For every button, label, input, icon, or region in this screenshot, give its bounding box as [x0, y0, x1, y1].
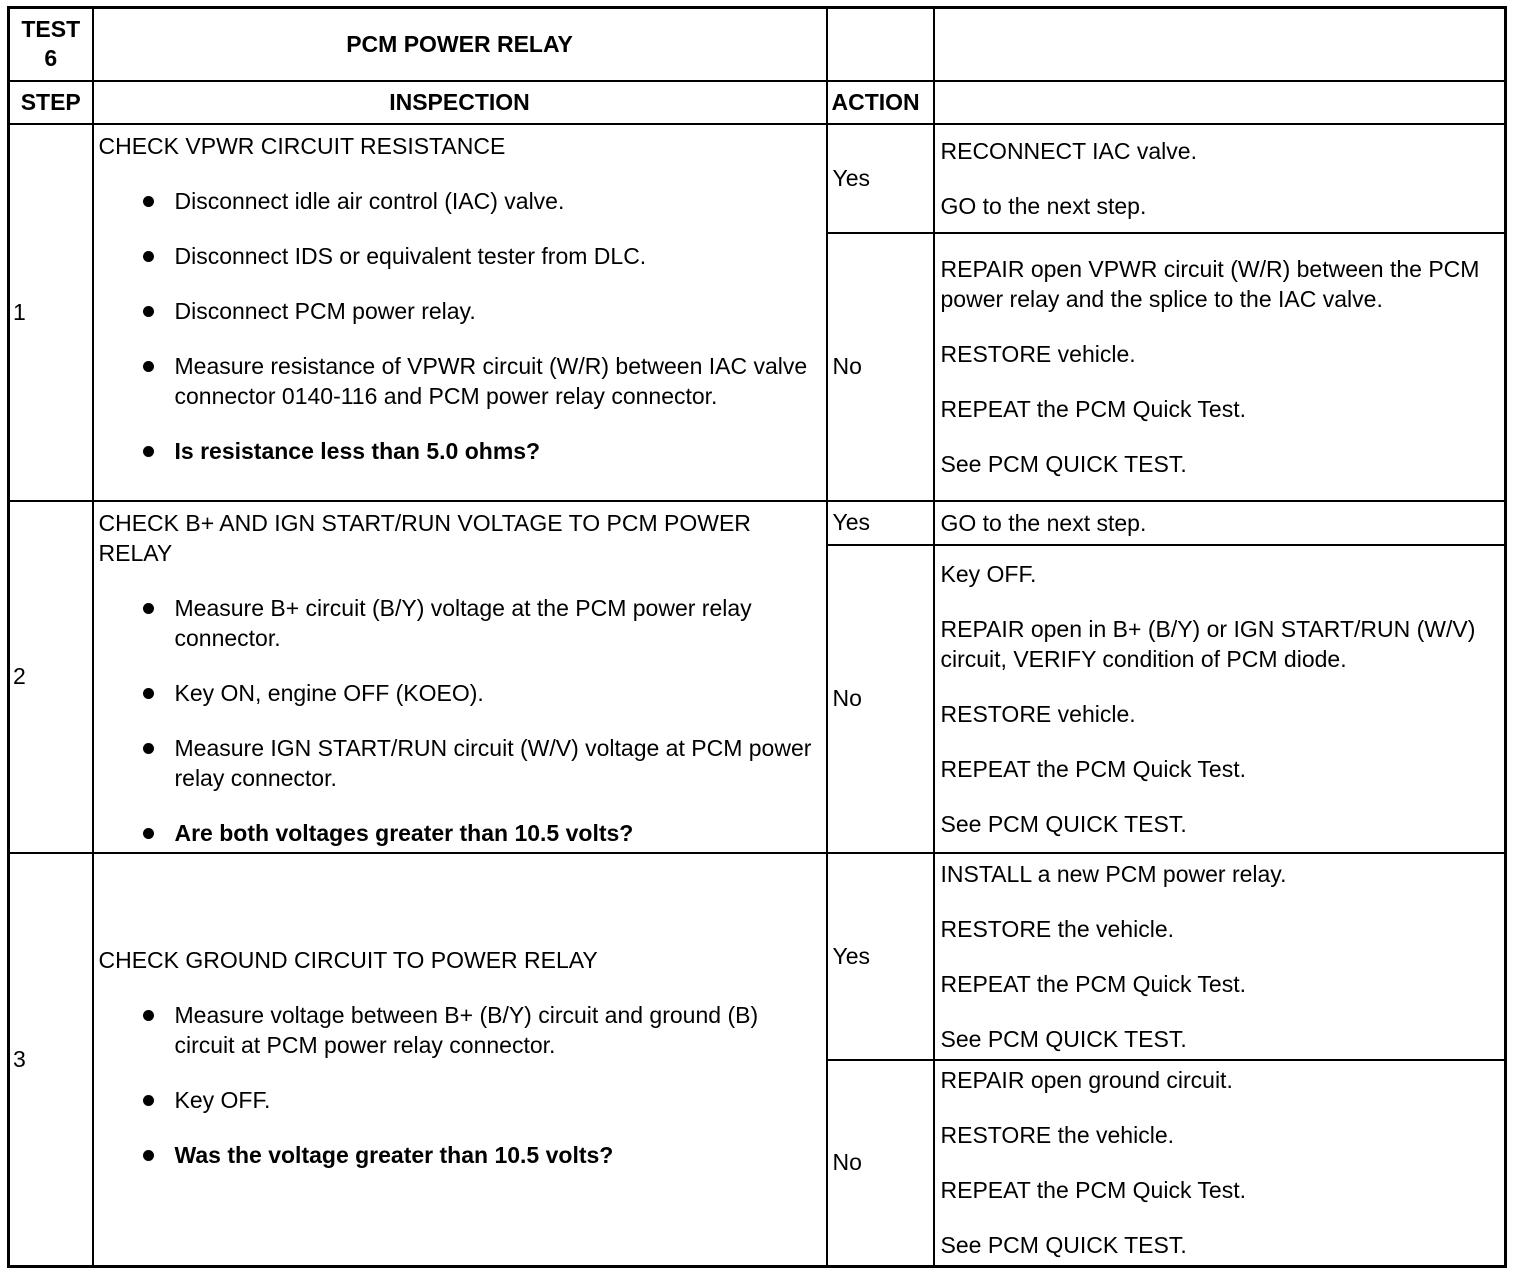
inspection-cell — [93, 853, 827, 1267]
inspection-title: CHECK B+ AND IGN START/RUN VOLTAGE TO PCM POWER RELAY — [98, 509, 751, 566]
action-line: Key OFF. — [940, 560, 1037, 587]
action-line: REPEAT the PCM Quick Test. — [940, 970, 1246, 997]
inspection-bullet: Disconnect idle air control (IAC) valve. — [99, 186, 818, 216]
test-number: 6 — [44, 45, 58, 72]
action-line: GO to the next step. — [940, 192, 1147, 219]
inspection-question: Is resistance less than 5.0 ohms? — [99, 436, 818, 466]
test-label: TEST — [21, 16, 81, 43]
column-header-inspection: INSPECTION — [93, 81, 827, 124]
diagnostic-test-table — [7, 6, 1507, 1268]
step-row — [9, 501, 1506, 545]
inspection-title: CHECK GROUND CIRCUIT TO POWER RELAY — [98, 946, 598, 973]
action-line: GO to the next step. — [940, 509, 1147, 536]
action-line: REPEAT the PCM Quick Test. — [940, 1177, 1246, 1204]
inspection-bullet: Key OFF. — [99, 1085, 818, 1115]
title-row-blank-cell — [827, 8, 934, 81]
action-line: RESTORE vehicle. — [940, 341, 1136, 367]
inspection-question: Was the voltage greater than 10.5 volts? — [99, 1140, 818, 1170]
step-number: 3 — [9, 853, 93, 1267]
action-line: RECONNECT IAC valve. — [940, 137, 1197, 164]
inspection-bullet: Measure B+ circuit (B/Y) voltage at the PCM power relay connector. — [99, 593, 818, 653]
answer-no: No — [827, 545, 934, 853]
answer-yes: Yes — [827, 853, 934, 1060]
yes-actions — [934, 853, 1506, 1060]
action-line: REPEAT the PCM Quick Test. — [940, 755, 1246, 782]
inspection-bullet: Disconnect IDS or equivalent tester from DLC. — [99, 241, 818, 271]
answer-yes: Yes — [827, 501, 934, 545]
action-line: See PCM QUICK TEST. — [940, 451, 1187, 477]
test-number-cell — [9, 8, 93, 81]
yes-actions — [934, 124, 1506, 233]
title-row — [9, 8, 1506, 81]
no-actions — [934, 1060, 1506, 1267]
inspection-bullet: Disconnect PCM power relay. — [99, 296, 818, 326]
inspection-bullet: Key ON, engine OFF (KOEO). — [99, 678, 818, 708]
action-line: REPAIR open ground circuit. — [940, 1067, 1233, 1094]
inspection-bullets — [99, 1000, 818, 1170]
step-row — [9, 853, 1506, 1060]
inspection-question: Are both voltages greater than 10.5 volts? — [99, 818, 818, 848]
answer-no: No — [827, 233, 934, 501]
action-line: See PCM QUICK TEST. — [940, 1025, 1187, 1052]
test-title: PCM POWER RELAY — [93, 8, 827, 81]
answer-yes: Yes — [827, 124, 934, 233]
action-line: See PCM QUICK TEST. — [940, 810, 1187, 837]
inspection-bullet: Measure voltage between B+ (B/Y) circuit and ground (B) circuit at PCM power relay connector. — [99, 1000, 818, 1060]
no-actions — [934, 545, 1506, 853]
action-line: RESTORE the vehicle. — [940, 915, 1175, 942]
column-header-row — [9, 81, 1506, 124]
action-line: REPAIR open in B+ (B/Y) or IGN START/RUN (W/V) circuit, VERIFY condition of PCM diode. — [940, 615, 1476, 672]
step-row — [9, 124, 1506, 233]
step-number: 2 — [9, 501, 93, 853]
column-header-blank — [934, 81, 1506, 124]
no-actions — [934, 233, 1506, 501]
inspection-bullets — [99, 593, 818, 848]
column-header-step: STEP — [9, 81, 93, 124]
title-row-blank-cell — [934, 8, 1506, 81]
action-line: REPEAT the PCM Quick Test. — [940, 396, 1246, 422]
inspection-bullet: Measure resistance of VPWR circuit (W/R) between IAC valve connector 0140-116 and PCM power relay connector. — [99, 351, 818, 411]
inspection-bullets — [99, 186, 818, 466]
action-line: RESTORE the vehicle. — [940, 1122, 1175, 1149]
inspection-cell — [93, 501, 827, 853]
answer-no: No — [827, 1060, 934, 1267]
action-line: RESTORE vehicle. — [940, 700, 1136, 727]
inspection-bullet: Measure IGN START/RUN circuit (W/V) voltage at PCM power relay connector. — [99, 733, 818, 793]
step-number: 1 — [9, 124, 93, 501]
action-line: REPAIR open VPWR circuit (W/R) between the PCM power relay and the splice to the IAC valve. — [940, 256, 1480, 312]
column-header-action: ACTION — [827, 81, 934, 124]
inspection-cell — [93, 124, 827, 501]
inspection-title: CHECK VPWR CIRCUIT RESISTANCE — [98, 132, 506, 159]
yes-actions — [934, 501, 1506, 545]
action-line: INSTALL a new PCM power relay. — [940, 860, 1287, 887]
action-line: See PCM QUICK TEST. — [940, 1232, 1187, 1259]
